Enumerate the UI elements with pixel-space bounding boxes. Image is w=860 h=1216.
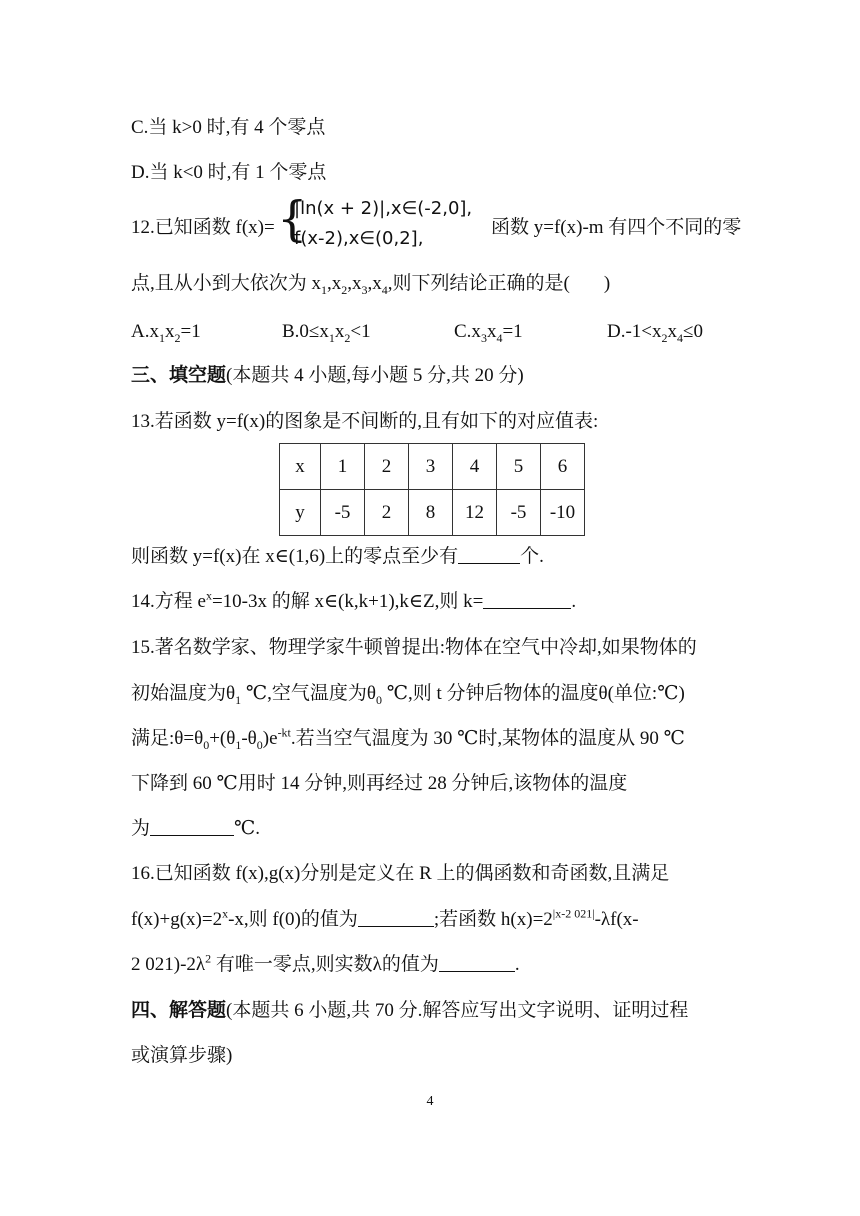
table-cell: 1 [321,444,365,490]
q15-line-1: 15.著名数学家、物理学家牛顿曾提出:物体在空气中冷却,如果物体的 [131,637,697,658]
q16-line-1: 16.已知函数 f(x),g(x)分别是定义在 R 上的偶函数和奇函数,且满足 [131,863,670,884]
section-3-heading: 三、填空题(本题共 4 小题,每小题 5 分,共 20 分) [131,365,524,386]
q12-option-a: $A.x_1x_2=1$ [131,321,201,345]
table-cell: x [280,444,321,490]
q12-option-d: $D.-1<x_2x_4\le 0$ [607,321,703,345]
table-cell: -10 [541,490,585,536]
table-row-y [280,490,585,536]
q12-option-b: $B.0\le x_1x_2<1$ [282,321,371,345]
table-cell: 4 [453,444,497,490]
table-cell: 5 [497,444,541,490]
table-row-x [280,444,585,490]
q16-line-2: $f(x)+g(x)=2^x-x$,则 f(0)的值为 ;若函数 $h(x)=2^{|x-2 021|}-\lambda f(x-$ [131,906,639,930]
page-number: 4 [426,1094,434,1109]
answer-blank [458,545,520,564]
table-cell: 12 [453,490,497,536]
q15-line-5: 为 ℃. [131,818,261,839]
q12-piece-2: f(x-2),x∈(0,2], [294,228,424,249]
answer-blank [150,817,234,836]
q13-after: 则函数 y=f(x)在 x∈(1,6)上的零点至少有 个. [131,546,544,567]
q12-suffix: 函数 y=f(x)-m 有四个不同的零 [491,217,742,238]
piecewise-brace: { [277,191,308,247]
q15-line-3: 满足$:\theta=\theta_0+(\theta_1-\theta_0)e^{-kt}$.若当空气温度为 30 ℃时,某物体的温度从 90 ℃ [131,725,685,752]
table-cell: 2 [365,490,409,536]
section-4-heading: 四、解答题(本题共 6 小题,共 70 分.解答应写出文字说明、证明过程 [131,1000,689,1021]
q12-option-c: $C.x_3x_4=1$ [454,321,523,345]
q14-text: 14.方程 $e^x=10-3x$ 的解 x∈(k,k+1),k∈Z,则 k= . [131,588,577,612]
answer-blank [483,590,571,609]
q16-line-3: 2 $021)-2\lambda^2$ 有唯一零点,则实数λ的值为 . [131,951,520,975]
table-cell: y [280,490,321,536]
q12-line-2: 点,且从小到大依次为 $x_1,x_2,x_3,x_4$,则下列结论正确的是( ) [131,273,611,297]
option-c: C.当 k>0 时,有 4 个零点 [131,117,326,138]
table-cell: -5 [321,490,365,536]
value-table [279,443,585,536]
q13-text: 13.若函数 y=f(x)的图象是不间断的,且有如下的对应值表: [131,411,599,432]
section-4-line-2: 或演算步骤) [131,1045,233,1066]
table-cell: 3 [409,444,453,490]
table-cell: -5 [497,490,541,536]
q15-line-2: 初始温度为$\theta_1$ ℃,空气温度为$\theta_0$ ℃,则 t 分钟后物体的温度θ(单位:℃) [131,683,685,707]
option-d: D.当 k<0 时,有 1 个零点 [131,162,327,183]
answer-blank [439,953,515,972]
table-cell: 8 [409,490,453,536]
answer-blank [358,908,434,927]
table-cell: 6 [541,444,585,490]
q15-line-4: 下降到 60 ℃用时 14 分钟,则再经过 28 分钟后,该物体的温度 [131,773,628,794]
q12-piece-1: |ln(x + 2)|,x∈(-2,0], [294,198,473,219]
table-cell: 2 [365,444,409,490]
q12-prefix: 12.已知函数 f(x)= [131,217,275,238]
